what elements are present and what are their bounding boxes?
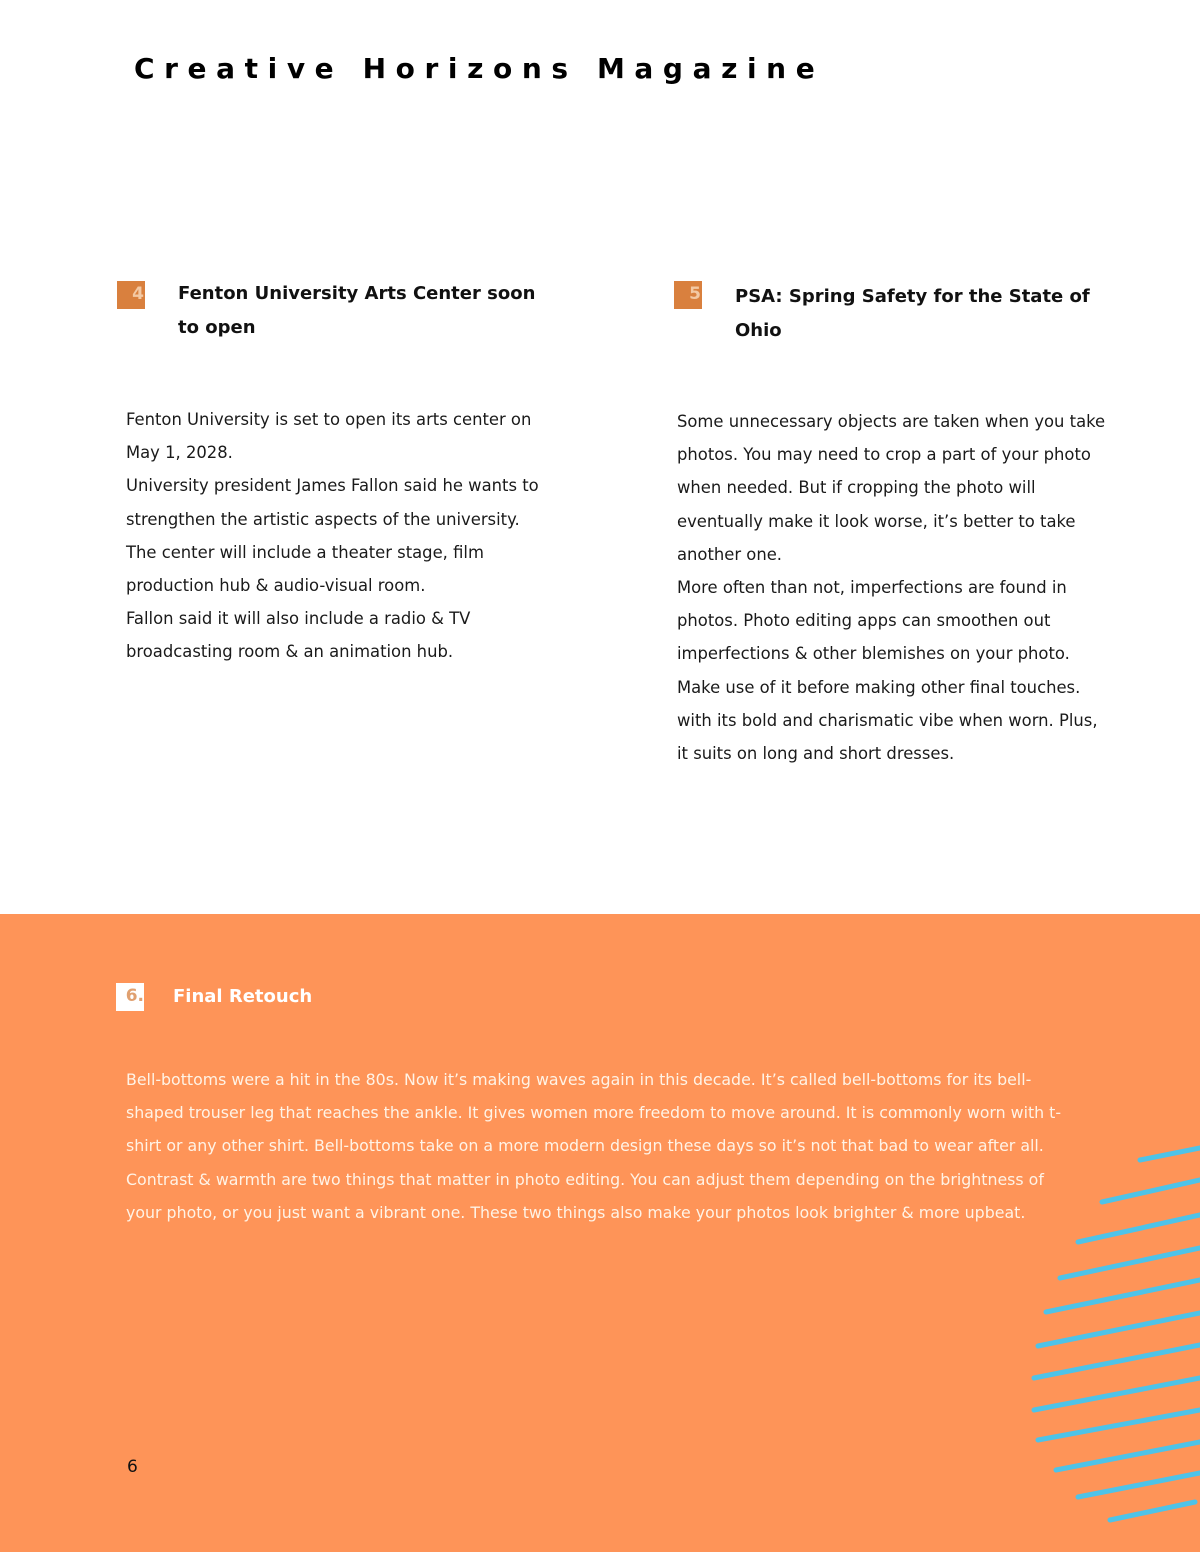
article-heading: PSA: Spring Safety for the State of Ohio bbox=[735, 286, 1090, 341]
article-paragraph: Fenton University is set to open its arts center on May 1, 2028. bbox=[126, 410, 532, 463]
article-number-badge: 6. bbox=[116, 983, 144, 1011]
article-heading: Fenton University Arts Center soon to open bbox=[178, 283, 536, 338]
article-paragraph: The center will include a theater stage, film production hub & audio-visual room. bbox=[126, 542, 484, 596]
magazine-title: Creative Horizons Magazine bbox=[134, 52, 825, 85]
article-paragraph: Some unnecessary objects are taken when you take photos. You may need to crop a part of your photo when needed. But if cropping the photo will eventually make it look worse, it’s better to take another one. bbox=[677, 412, 1106, 564]
article-paragraph: University president James Fallon said he wants to strengthen the artistic aspects of the university. bbox=[126, 476, 539, 529]
article-body bbox=[126, 1063, 1066, 1229]
article-body bbox=[126, 403, 556, 669]
article-number-badge: 4 bbox=[117, 281, 145, 309]
article-paragraph: Bell-bottoms were a hit in the 80s. Now it’s making waves again in this decade. It’s called bell-bottoms for its bell-shaped trouser leg that reaches the ankle. It gives women more freedom to move around. It is commonly worn with t-shirt or any other shirt. Bell-bottoms take on a more modern design these days so it’s not that bad to wear after all. Contrast & warmth are two things that matter in photo editing. You can adjust them depending on the brightness of your photo, or you just want a vibrant one. These two things also make your photos look brighter & more upbeat. bbox=[126, 1070, 1062, 1222]
article-body bbox=[677, 405, 1109, 770]
article-number-badge: 5 bbox=[674, 281, 702, 309]
decorative-stripes bbox=[1020, 1140, 1200, 1552]
article-paragraph: More often than not, imperfections are found in photos. Photo editing apps can smoothen out imperfections & other blemishes on your photo. Make use of it before making other final touches. with its bold and charismatic vibe when worn. Plus, it suits on long and short dresses. bbox=[677, 578, 1098, 764]
page-number: 6 bbox=[127, 1457, 138, 1477]
article-paragraph: Fallon said it will also include a radio & TV broadcasting room & an animation hub. bbox=[126, 609, 471, 662]
article-heading: Final Retouch bbox=[173, 986, 313, 1007]
